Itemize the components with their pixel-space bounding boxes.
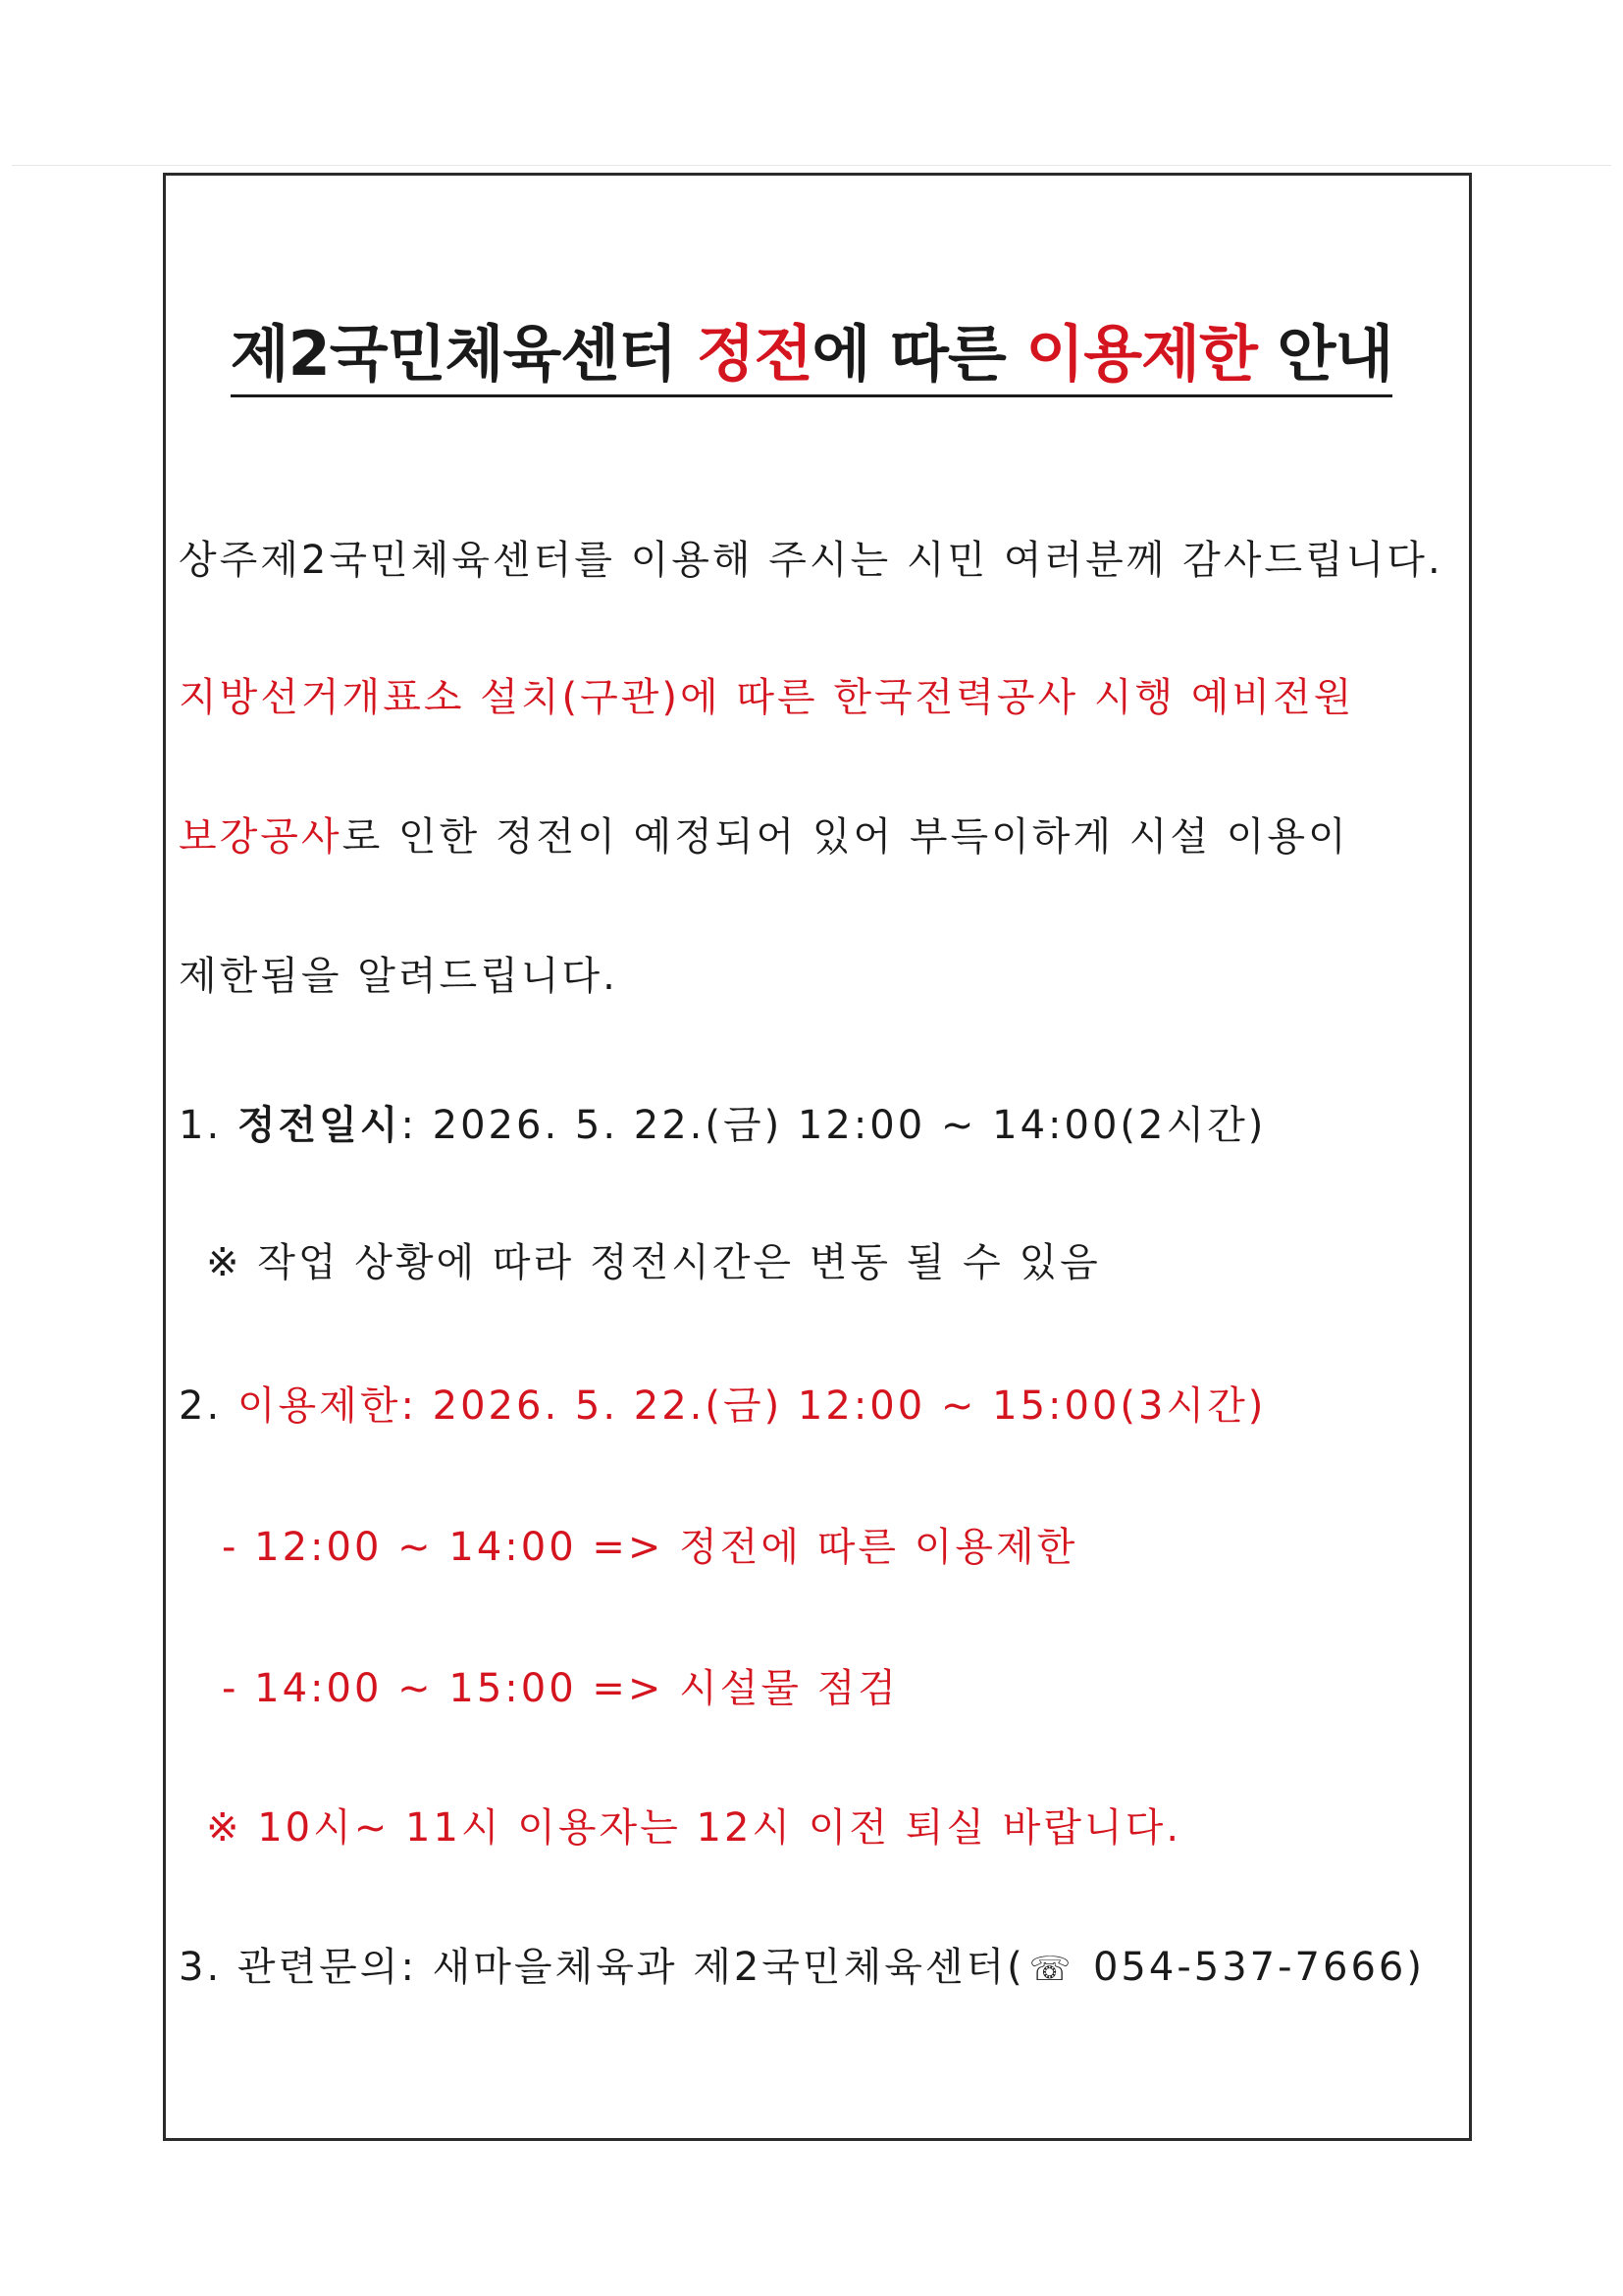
item-2-note: ※ 10시~ 11시 이용자는 12시 이전 퇴실 바랍니다.	[206, 1805, 1182, 1851]
item-1-number: 1.	[179, 1103, 237, 1148]
page-title	[0, 316, 1623, 397]
item-2	[179, 1382, 1266, 1431]
item-2-sub-2: - 14:00 ~ 15:00 => 시설물 점검	[222, 1666, 900, 1711]
title-part-3: 에 따른	[812, 318, 1026, 390]
item-2-label: 이용제한	[236, 1383, 401, 1429]
item-2-value: : 2026. 5. 22.(금) 12:00 ~ 15:00(3시간)	[400, 1383, 1267, 1429]
scan-edge-line	[12, 165, 1611, 166]
item-1-note: ※ 작업 상황에 따라 정전시간은 변동 될 수 있음	[206, 1240, 1101, 1285]
title-part-4: 이용제한	[1025, 318, 1257, 390]
title-part-5: 안내	[1256, 318, 1393, 390]
notice-line-2	[179, 812, 1349, 861]
notice-line-1: 지방선거개표소 설치(구관)에 따른 한국전력공사 시행 예비전원	[179, 675, 1355, 720]
item-3-label: 관련문의: 새마을체육과 제2국민체육센터(	[236, 1945, 1025, 1990]
notice-line-2-rest: 로 인한 정전이 예정되어 있어 부득이하게 시설 이용이	[341, 814, 1349, 860]
telephone-icon: ☏	[1028, 1950, 1074, 1989]
notice-line-2-red: 보강공사	[179, 814, 342, 860]
item-1-label: 정전일시	[236, 1103, 401, 1148]
item-3-phone: 054-537-7666)	[1077, 1945, 1425, 1990]
title-part-1: 제2국민체육센터	[230, 318, 697, 390]
notice-line-3: 제한됨을 알려드립니다.	[179, 954, 618, 999]
item-1	[179, 1101, 1266, 1150]
item-1-value: : 2026. 5. 22.(금) 12:00 ~ 14:00(2시간)	[400, 1103, 1267, 1148]
item-2-number: 2.	[179, 1383, 237, 1429]
intro-text: 상주제2국민체육센터를 이용해 주시는 시민 여러분께 감사드립니다.	[179, 538, 1443, 583]
title-underlined	[231, 316, 1393, 397]
item-3-number: 3.	[179, 1945, 237, 1990]
title-part-2: 정전	[696, 318, 812, 390]
item-3	[179, 1943, 1425, 1994]
item-2-sub-1: - 12:00 ~ 14:00 => 정전에 따른 이용제한	[222, 1525, 1078, 1570]
